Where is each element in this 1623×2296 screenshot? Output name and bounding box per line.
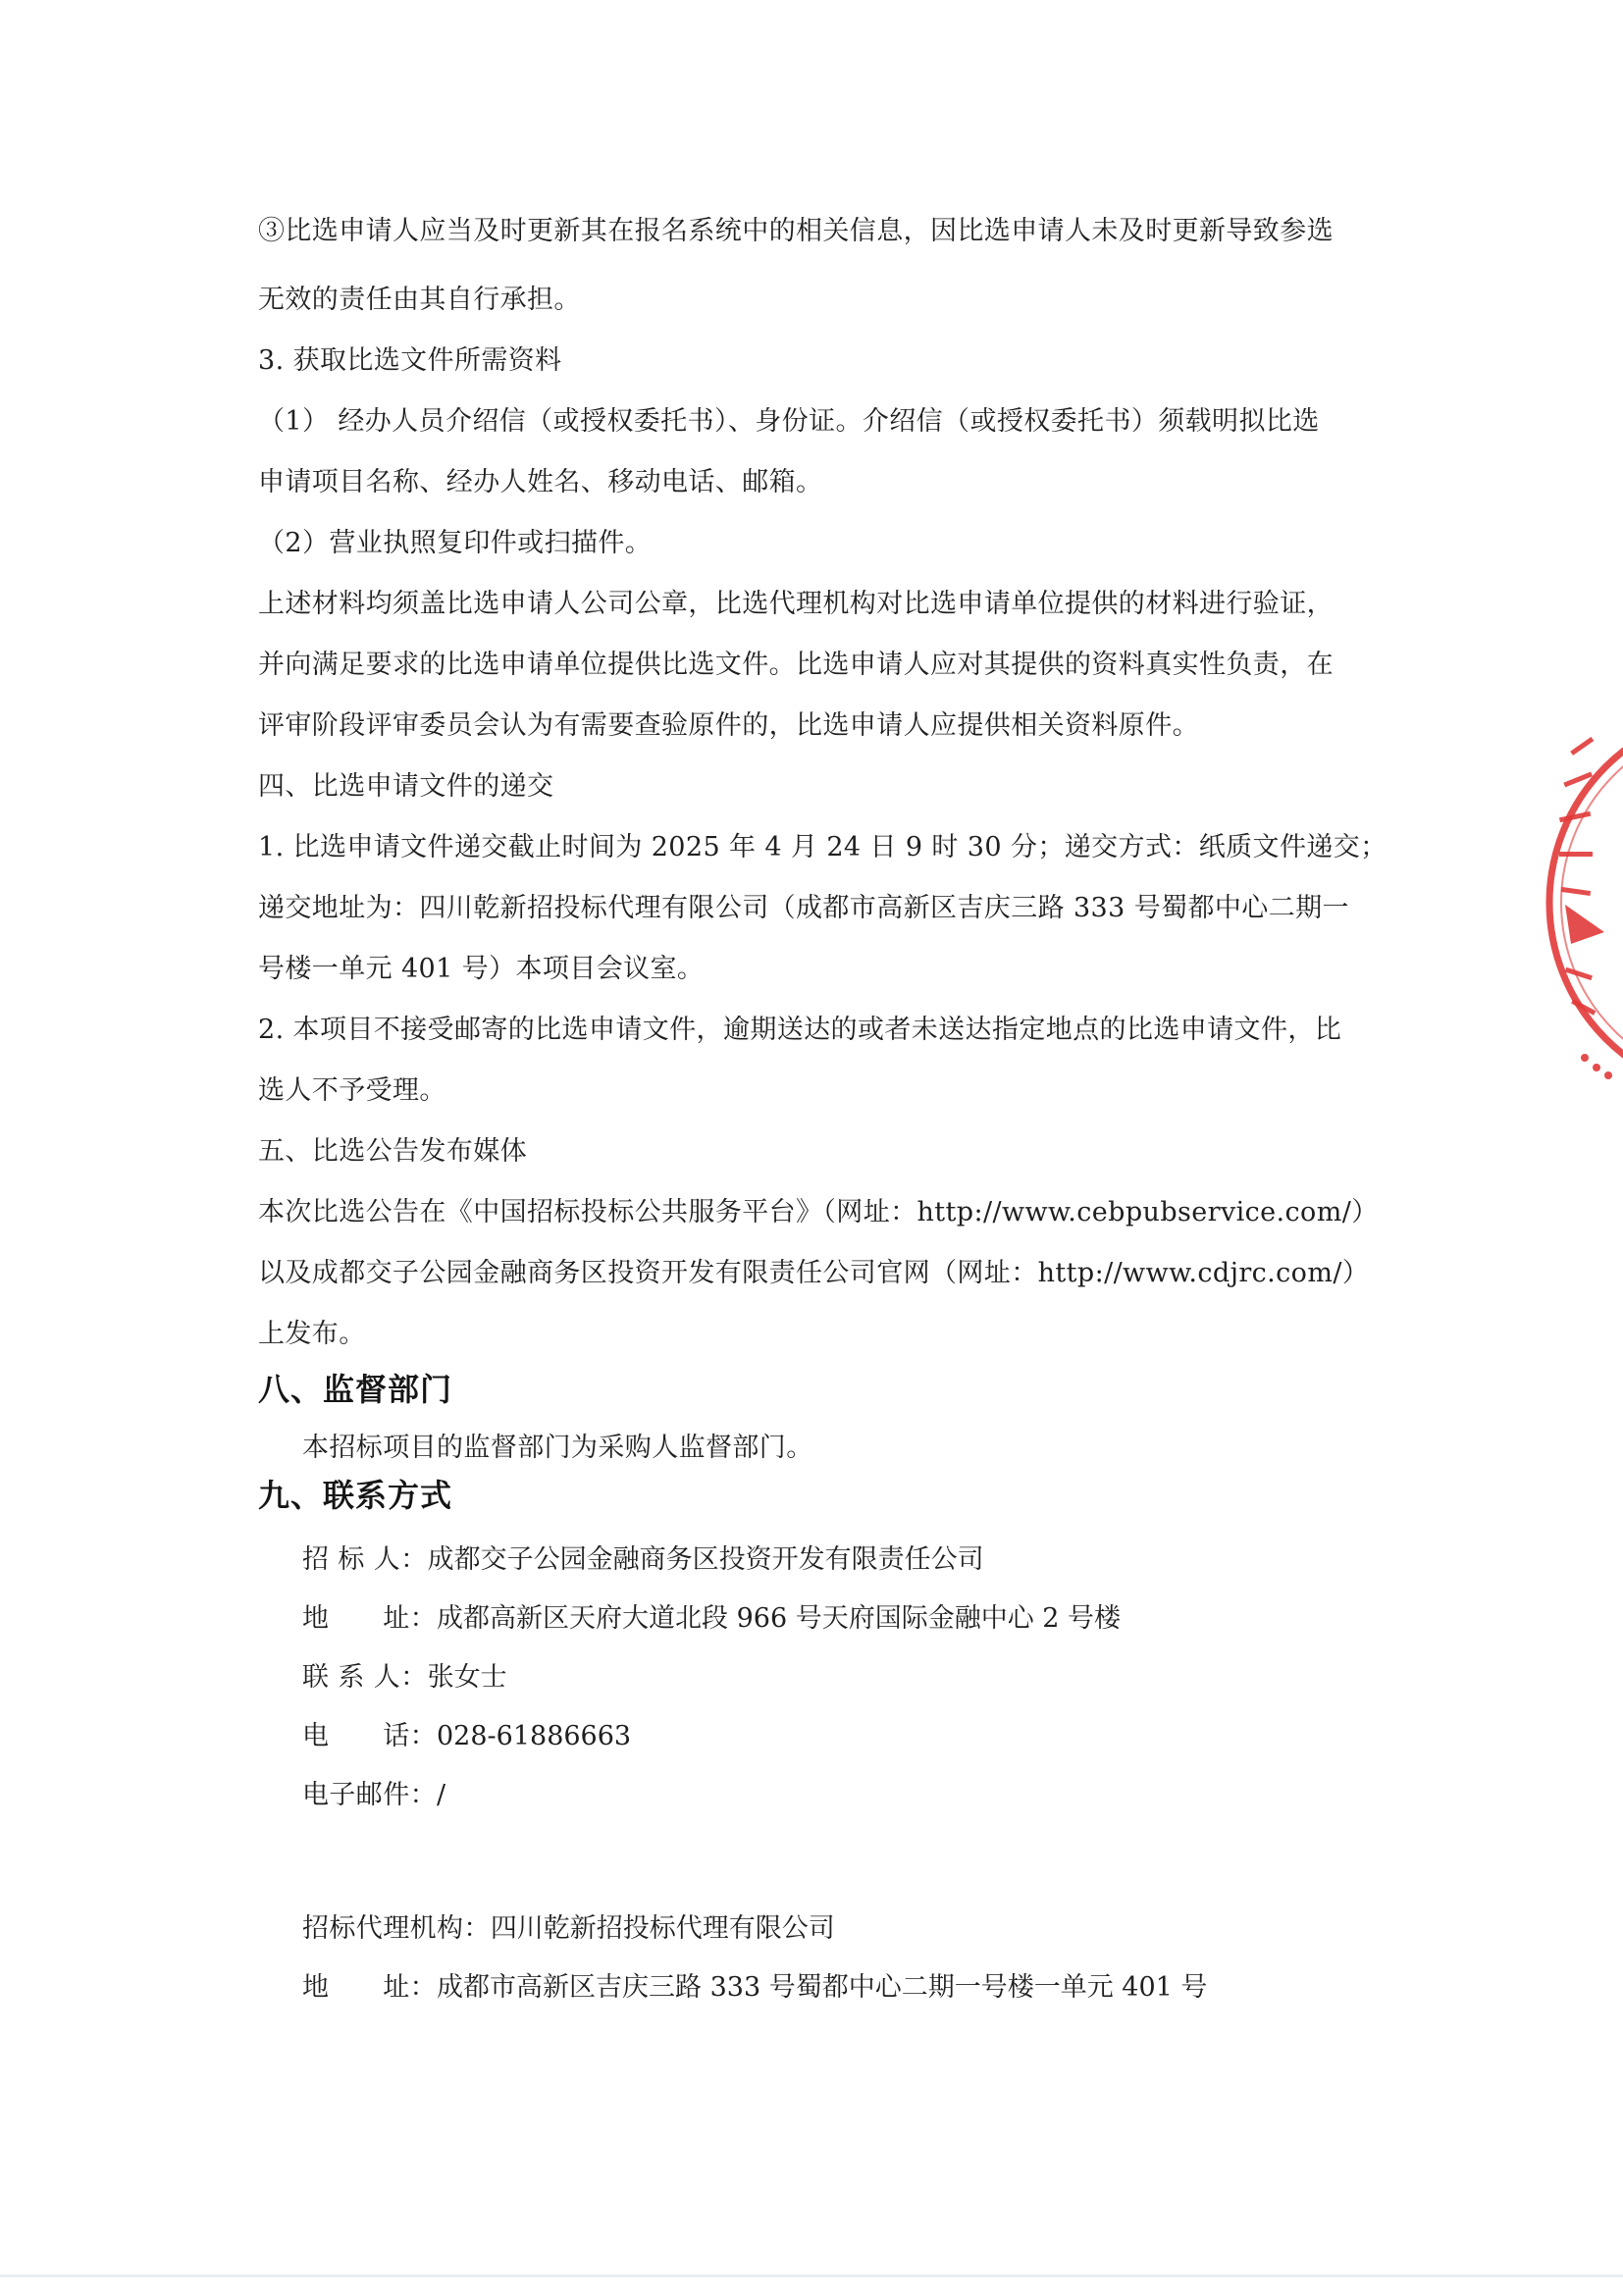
section8-title: 八、监督部门 bbox=[258, 1371, 453, 1408]
scan-edge-line bbox=[0, 2274, 1623, 2277]
phone-row bbox=[302, 1719, 631, 1754]
email-label: 电子邮件： bbox=[302, 1780, 437, 1810]
agency-address-row bbox=[302, 1970, 1207, 2006]
agency-address-label: 地 址： bbox=[302, 1972, 437, 2003]
agency-row bbox=[302, 1911, 835, 1947]
phone-value: 028-61886663 bbox=[437, 1721, 632, 1751]
section4-p2-line1: 2. 本项目不接受邮寄的比选申请文件，逾期送达的或者未送达指定地点的比选申请文件，比 bbox=[258, 1015, 1342, 1045]
section5-line2: 以及成都交子公园金融商务区投资开发有限责任公司官网（网址：http://www.cdjrc.com/） bbox=[258, 1258, 1370, 1288]
section5-line1: 本次比选公告在《中国招标投标公共服务平台》（网址：http://www.cebpubservice.com/） bbox=[258, 1197, 1379, 1227]
agency-address-value: 成都市高新区吉庆三路 333 号蜀都中心二期一号楼一单元 401 号 bbox=[437, 1972, 1208, 2003]
contact-person-row bbox=[302, 1660, 507, 1696]
docs-required-title: 3. 获取比选文件所需资料 bbox=[258, 345, 562, 376]
docs-note-line1: 上述材料均须盖比选申请人公司公章，比选代理机构对比选申请单位提供的材料进行验证， bbox=[258, 589, 1334, 619]
section9-title: 九、联系方式 bbox=[258, 1477, 453, 1514]
contact-person-value: 张女士 bbox=[427, 1662, 507, 1693]
docs-note-line2: 并向满足要求的比选申请单位提供比选文件。比选申请人应对其提供的资料真实性负责，在 bbox=[258, 650, 1334, 680]
section5-line3: 上发布。 bbox=[258, 1319, 366, 1349]
section4-p1-line2: 递交地址为：四川乾新招投标代理有限公司（成都市高新区吉庆三路 333 号蜀都中心二期一 bbox=[258, 893, 1349, 923]
seal-stamp-icon bbox=[1536, 687, 1623, 1119]
section4-p1-line3: 号楼一单元 401 号）本项目会议室。 bbox=[258, 954, 705, 984]
section4-title: 四、比选申请文件的递交 bbox=[258, 771, 554, 802]
docs-item1-line2: 申请项目名称、经办人姓名、移动电话、邮箱。 bbox=[258, 467, 823, 497]
address-row bbox=[302, 1601, 1121, 1637]
email-row bbox=[302, 1778, 445, 1813]
tenderer-value: 成都交子公园金融商务区投资开发有限责任公司 bbox=[427, 1544, 984, 1575]
agency-value: 四川乾新招投标代理有限公司 bbox=[490, 1913, 835, 1944]
item3-line1: ③比选申请人应当及时更新其在报名系统中的相关信息，因比选申请人未及时更新导致参选 bbox=[258, 216, 1334, 246]
section5-title: 五、比选公告发布媒体 bbox=[258, 1136, 527, 1167]
address-label: 地 址： bbox=[302, 1603, 437, 1634]
docs-item2: （2）营业执照复印件或扫描件。 bbox=[258, 528, 653, 558]
section8-text: 本招标项目的监督部门为采购人监督部门。 bbox=[302, 1433, 813, 1463]
tenderer-label: 招 标 人： bbox=[302, 1544, 428, 1575]
section4-p2-line2: 选人不予受理。 bbox=[258, 1075, 446, 1106]
phone-label: 电 话： bbox=[302, 1721, 437, 1751]
address-value: 成都高新区天府大道北段 966 号天府国际金融中心 2 号楼 bbox=[437, 1603, 1122, 1634]
docs-note-line3: 评审阶段评审委员会认为有需要查验原件的，比选申请人应提供相关资料原件。 bbox=[258, 710, 1199, 741]
agency-label: 招标代理机构： bbox=[302, 1913, 491, 1944]
contact-person-label: 联 系 人： bbox=[302, 1662, 428, 1693]
section4-p1-line1: 1. 比选申请文件递交截止时间为 2025 年 4 月 24 日 9 时 30 分；递交方式：纸质文件递交； bbox=[258, 832, 1387, 862]
item3-line2: 无效的责任由其自行承担。 bbox=[258, 285, 581, 315]
email-value: / bbox=[437, 1780, 446, 1810]
tenderer-row bbox=[302, 1542, 984, 1578]
docs-item1-line1: （1） 经办人员介绍信（或授权委托书）、身份证。介绍信（或授权委托书）须载明拟比选 bbox=[258, 406, 1320, 437]
